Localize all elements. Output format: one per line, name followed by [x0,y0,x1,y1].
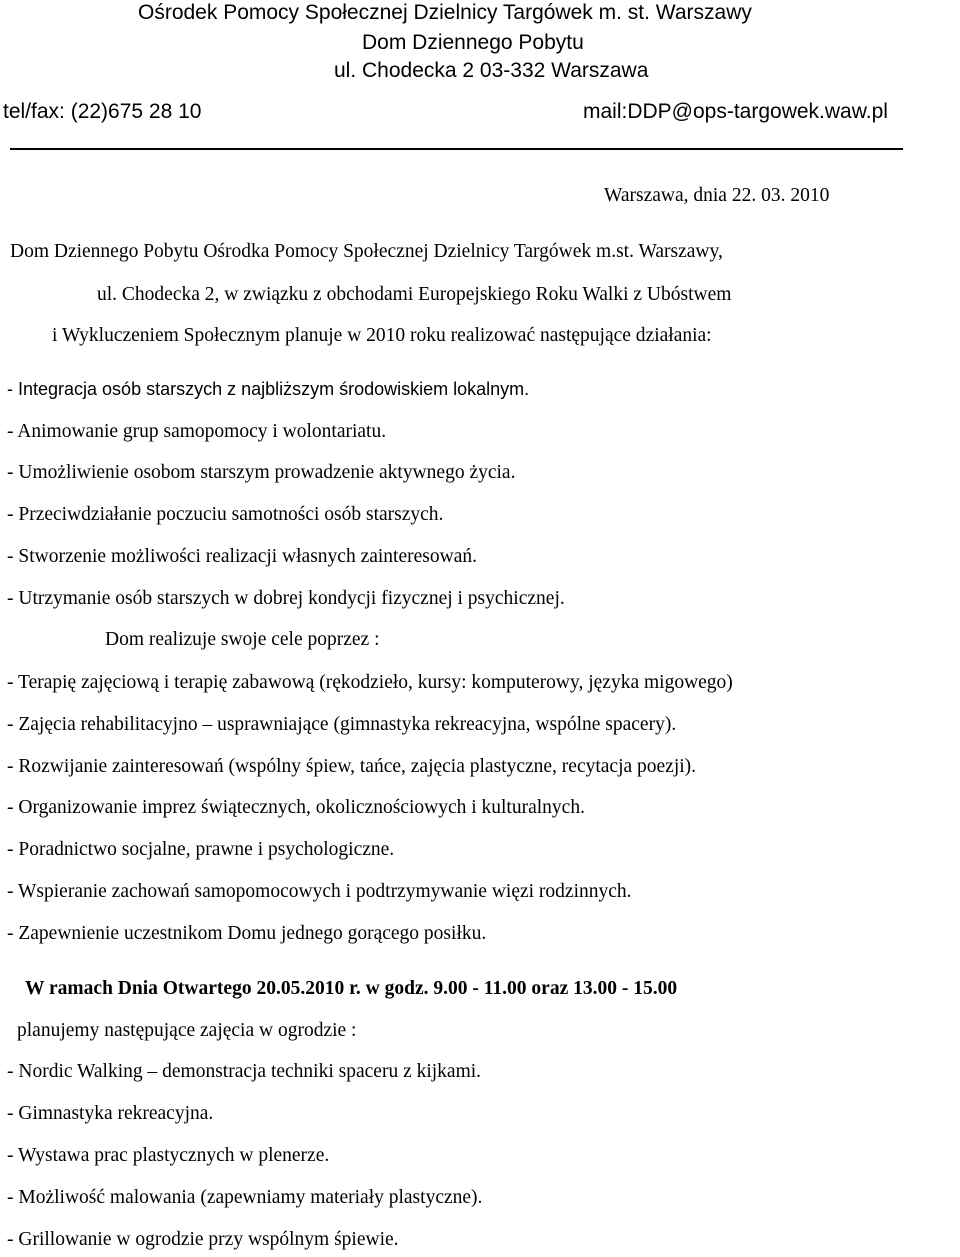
list-item: - Nordic Walking – demonstracja techniki spaceru z kijkami. [7,1061,482,1082]
intro-line-3: i Wykluczeniem Społecznym planuje w 2010 roku realizować następujące działania: [52,325,712,346]
list-item: - Stworzenie możliwości realizacji własnych zainteresowań. [7,546,477,567]
list-item: - Grillowanie w ogrodzie przy wspólnym śpiewie. [7,1229,399,1250]
intro-line-2: ul. Chodecka 2, w związku z obchodami Europejskiego Roku Walki z Ubóstwem [97,284,732,305]
list-item: - Przeciwdziałanie poczuciu samotności osób starszych. [7,504,444,525]
header-divider [10,148,903,150]
email: mail:DDP@ops-targowek.waw.pl [583,100,888,123]
unit-name: Dom Dziennego Pobytu [362,31,584,54]
list-item: - Wspieranie zachowań samopomocowych i podtrzymywanie więzi rodzinnych. [7,881,632,902]
list-item: - Możliwość malowania (zapewniamy materiały plastyczne). [7,1187,483,1208]
address: ul. Chodecka 2 03-332 Warszawa [334,59,649,82]
list-item: - Rozwijanie zainteresowań (wspólny śpiew, tańce, zajęcia plastyczne, recytacja poezji). [7,756,697,777]
list-item: - Umożliwienie osobom starszym prowadzenie aktywnego życia. [7,462,516,483]
list-item: - Integracja osób starszych z najbliższym środowiskiem lokalnym. [7,379,530,399]
list-item: - Gimnastyka rekreacyjna. [7,1103,214,1124]
open-day-heading: W ramach Dnia Otwartego 20.05.2010 r. w godz. 9.00 - 11.00 oraz 13.00 - 15.00 [25,978,678,999]
list-item: - Organizowanie imprez świątecznych, okolicznościowych i kulturalnych. [7,797,585,818]
phone-fax: tel/fax: (22)675 28 10 [3,100,202,123]
list-item: - Zapewnienie uczestnikom Domu jednego gorącego posiłku. [7,923,487,944]
intro-line-1: Dom Dziennego Pobytu Ośrodka Pomocy Społecznej Dzielnicy Targówek m.st. Warszawy, [10,241,723,262]
date-line: Warszawa, dnia 22. 03. 2010 [604,185,830,206]
org-name: Ośrodek Pomocy Społecznej Dzielnicy Targówek m. st. Warszawy [138,1,752,24]
means-heading: Dom realizuje swoje cele poprzez : [105,629,380,650]
list-item: - Wystawa prac plastycznych w plenerze. [7,1145,330,1166]
list-item: - Terapię zajęciową i terapię zabawową (rękodzieło, kursy: komputerowy, języka migowego) [7,672,733,693]
list-item: - Animowanie grup samopomocy i wolontariatu. [7,421,387,442]
list-item: - Poradnictwo socjalne, prawne i psychologiczne. [7,839,395,860]
list-item: - Utrzymanie osób starszych w dobrej kondycji fizycznej i psychicznej. [7,588,565,609]
list-item: - Zajęcia rehabilitacyjno – usprawniające (gimnastyka rekreacyjna, wspólne spacery). [7,714,677,735]
open-day-subheading: planujemy następujące zajęcia w ogrodzie : [17,1020,357,1041]
